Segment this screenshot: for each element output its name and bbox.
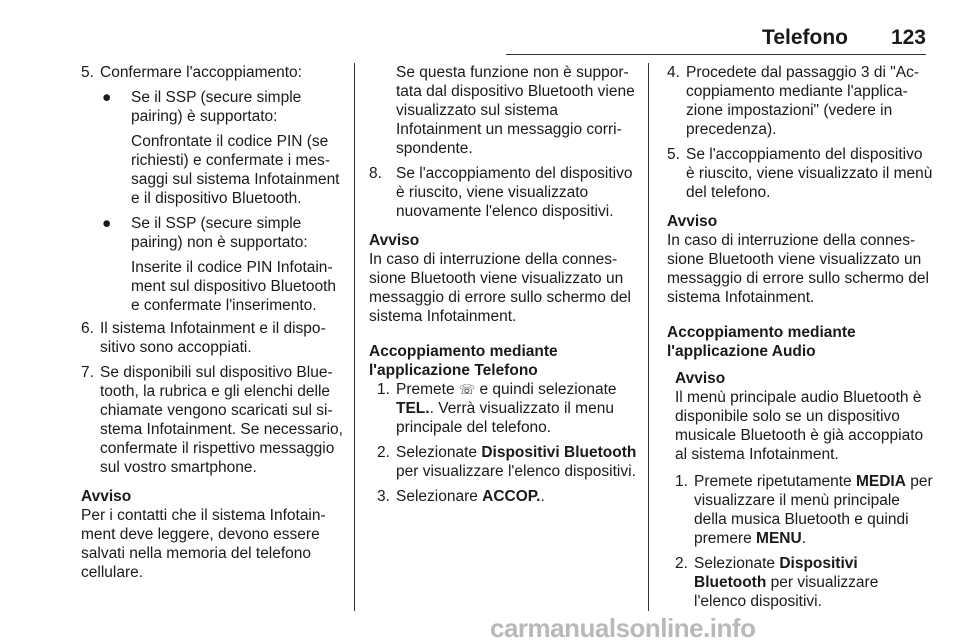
note-text: Per i contatti che il sistema Infotainment deve leggere, devono essere salvati nella memoria del telefono cellulare.: [81, 507, 326, 581]
column-divider-2: [648, 63, 649, 611]
page-header: [506, 22, 926, 52]
bullet-dot: ●: [102, 89, 112, 106]
list-item-5: 5. Confermare l'accoppiamento:: [81, 64, 302, 81]
list-item-8: 8. Se l'accoppiamento del dispositivo è riuscito, viene visualizzato nuovamente l'elenco dispositivi.: [369, 165, 633, 220]
note-title: Avviso: [675, 370, 726, 387]
note-title: Avviso: [81, 488, 132, 505]
bullet-sub-text: Inserite il codice PIN Infotainment sul dispositivo Bluetooth e confermate l'inserimento.: [131, 259, 337, 314]
note-title: Avviso: [667, 213, 718, 230]
step-2: 2. Selezionate Dispositivi Bluetooth per visualizzare l'elenco dispositivi.: [377, 444, 637, 480]
column-divider-1: [354, 63, 355, 611]
step-3: 3. Selezionare ACCOP..: [377, 488, 545, 505]
watermark: carmanualsonline.info: [490, 613, 756, 643]
note-title: Avviso: [369, 232, 420, 249]
step-1: 1. Premete ☏ e quindi selezionate TEL.. Verrà visualizzato il menu principale del telefono.: [377, 381, 617, 436]
note-text: Il menù principale audio Bluetooth è disponibile solo se un dispositivo musicale Bluetooth è già accoppiato al sistema Infotainment.: [675, 389, 924, 463]
header-rule: [506, 54, 926, 55]
list-item-7: 7. Se disponibili sul dispositivo Bluetooth, la rubrica e gli elenchi delle chiamate vengono scaricati sul sistema Infotainment. Se necessario, confermate il rispettivo messaggio sul vostro smartphone.: [81, 364, 343, 476]
page-number: 123: [890, 26, 926, 49]
bullet-ssp-supported: ● Se il SSP (secure simple pairing) è supportato:: [102, 89, 302, 125]
column-3: [667, 63, 933, 614]
column-2: [369, 63, 637, 509]
section-heading-telefono: Accoppiamento mediante l'applicazione Telefono: [369, 343, 558, 379]
step-2: 2. Selezionate Dispositivi Bluetooth per visualizzare l'elenco dispositivi.: [675, 555, 879, 610]
page-title: Telefono: [762, 26, 848, 49]
list-item-5: 5. Se l'accoppiamento del dispositivo è riuscito, viene visualizzato il menù del telefono.: [667, 146, 933, 201]
continued-text: Se questa funzione non è supportata dal dispositivo Bluetooth viene visualizzato sul sistema Infotainment un messaggio corrispondente.: [396, 64, 635, 157]
note-text: In caso di interruzione della connessione Bluetooth viene visualizzato un messaggio di errore sullo schermo del sistema Infotainment.: [369, 251, 631, 325]
bullet-ssp-not-supported: ● Se il SSP (secure simple pairing) non è supportato:: [102, 215, 308, 251]
list-item-4: 4. Procedete dal passaggio 3 di "Accoppiamento mediante l'applicazione impostazioni" (vedere in precedenza).: [667, 64, 919, 138]
step-1: 1. Premete ripetutamente MEDIA per visualizzare il menù principale della musica Bluetooth e quindi premere MENU.: [675, 473, 933, 547]
column-1: [81, 63, 343, 582]
phone-icon: ☏: [458, 382, 476, 397]
list-item-6: 6. Il sistema Infotainment e il dispositivo sono accoppiati.: [81, 320, 326, 356]
section-heading-audio: Accoppiamento mediante l'applicazione Audio: [667, 324, 856, 360]
note-text: In caso di interruzione della connessione Bluetooth viene visualizzato un messaggio di errore sullo schermo del sistema Infotainment.: [667, 232, 929, 306]
bullet-sub-text: Confrontate il codice PIN (se richiesti) e confermate i messaggi sul sistema Infotainment e il dispositivo Bluetooth.: [131, 133, 340, 207]
note-audio: [667, 369, 933, 464]
bullet-dot: ●: [102, 215, 112, 232]
